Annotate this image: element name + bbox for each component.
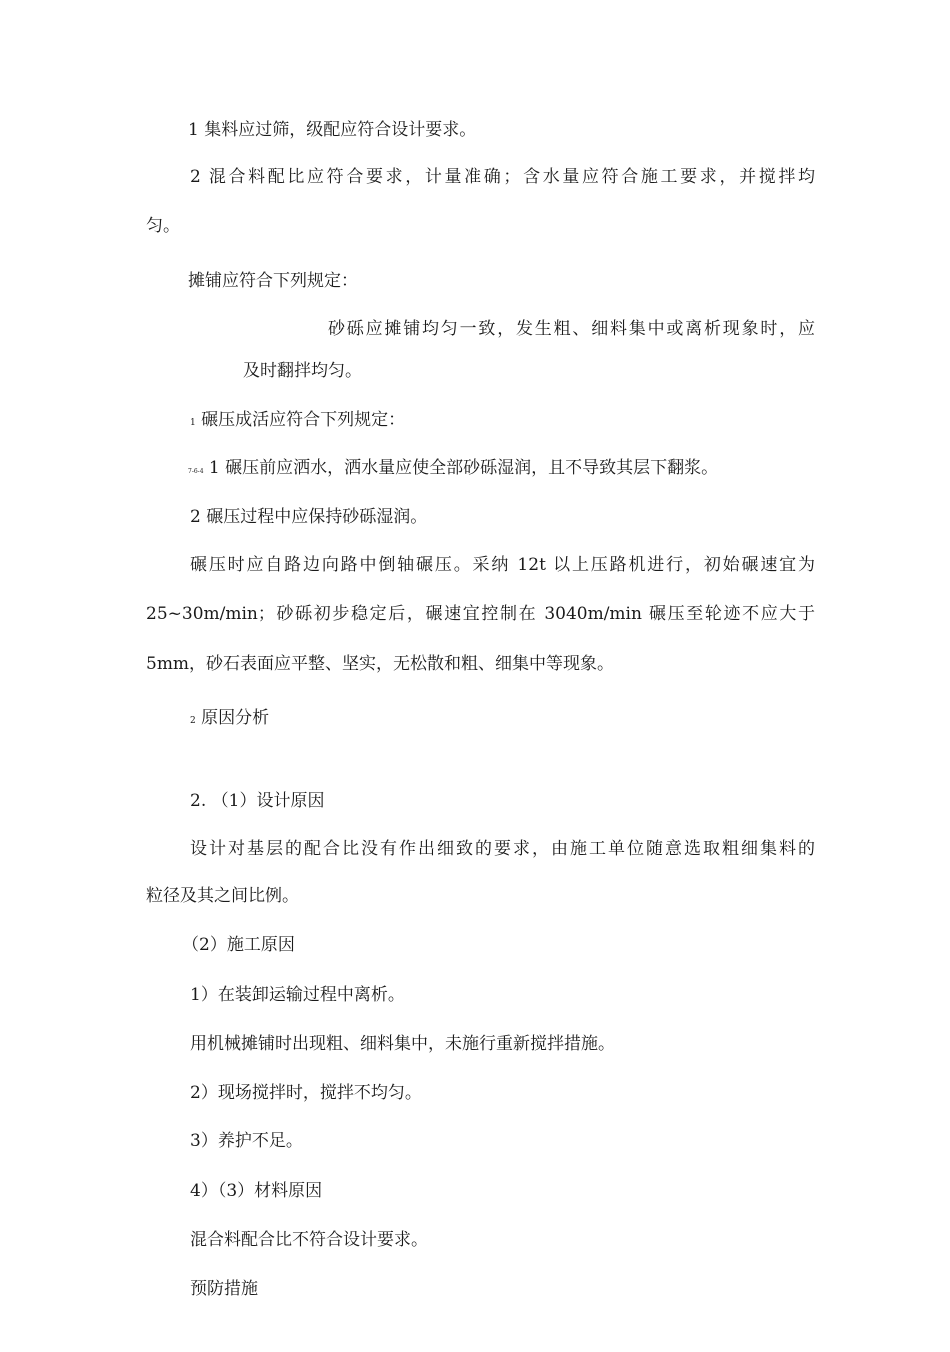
item-text: 碾压成活应符合下列规定： <box>201 410 406 430</box>
paragraph-paving-uniform-line2: 及时翻拌均匀。 <box>243 361 362 381</box>
paragraph-mix-ratio-line1: 2 混合料配比应符合要求，计量准确；含水量应符合施工要求，并搅拌均 <box>190 167 815 187</box>
paragraph-aggregate-sieving: 1 集料应过筛，级配应符合设计要求。 <box>188 120 477 140</box>
paragraph-mix-ratio-line2: 匀。 <box>146 216 180 236</box>
paragraph-watering <box>188 457 718 483</box>
section-heading-prevention: 预防措施 <box>190 1279 258 1299</box>
paragraph-rolling-line3: 5mm，砂石表面应平整、坚实，无松散和粗、细集中等现象。 <box>146 654 615 674</box>
paragraph-compaction-rules <box>190 409 405 434</box>
section-heading-cause-analysis <box>190 707 269 732</box>
paragraph-design-cause-line2: 粒径及其之间比例。 <box>146 886 299 906</box>
item-text: 1 碾压前应洒水，洒水量应使全部砂砾湿润，且不导致其层下翻浆。 <box>208 458 719 478</box>
paragraph-mechanical-paving: 用机械摊铺时出现粗、细料集中，未施行重新搅拌措施。 <box>190 1034 615 1054</box>
paragraph-keep-moist: 2 碾压过程中应保持砂砾湿润。 <box>190 507 428 527</box>
paragraph-paving-rules: 摊铺应符合下列规定： <box>188 271 358 291</box>
subheading-design-cause: 2. （1）设计原因 <box>190 791 325 811</box>
item-number: 1 <box>190 418 196 428</box>
section-number: 7-6-4 <box>188 468 204 475</box>
paragraph-mix-ratio-noncompliant: 混合料配合比不符合设计要求。 <box>190 1230 428 1250</box>
paragraph-design-cause-line1: 设计对基层的配合比没有作出细致的要求，由施工单位随意选取粗细集料的 <box>190 839 815 859</box>
subheading-construction-cause: （2）施工原因 <box>182 935 295 955</box>
list-item-segregation: 1）在装卸运输过程中离析。 <box>190 985 405 1005</box>
subheading-material-cause: 4）（3）材料原因 <box>190 1181 323 1201</box>
list-item-curing-insufficient: 3）养护不足。 <box>190 1131 303 1151</box>
paragraph-rolling-line1: 碾压时应自路边向路中倒轴碾压。采纳 12t 以上压路机进行，初始碾速宜为 <box>190 555 815 575</box>
paragraph-paving-uniform-line1: 砂砾应摊铺均匀一致，发生粗、细料集中或离析现象时，应 <box>328 319 815 339</box>
paragraph-rolling-line2: 25~30m/min；砂砾初步稳定后，碾速宜控制在 3040m/min 碾压至轮迹不应大于 <box>146 604 815 624</box>
section-title: 原因分析 <box>201 708 270 728</box>
section-number: 2 <box>190 716 196 726</box>
list-item-mixing-uneven: 2）现场搅拌时，搅拌不均匀。 <box>190 1083 422 1103</box>
